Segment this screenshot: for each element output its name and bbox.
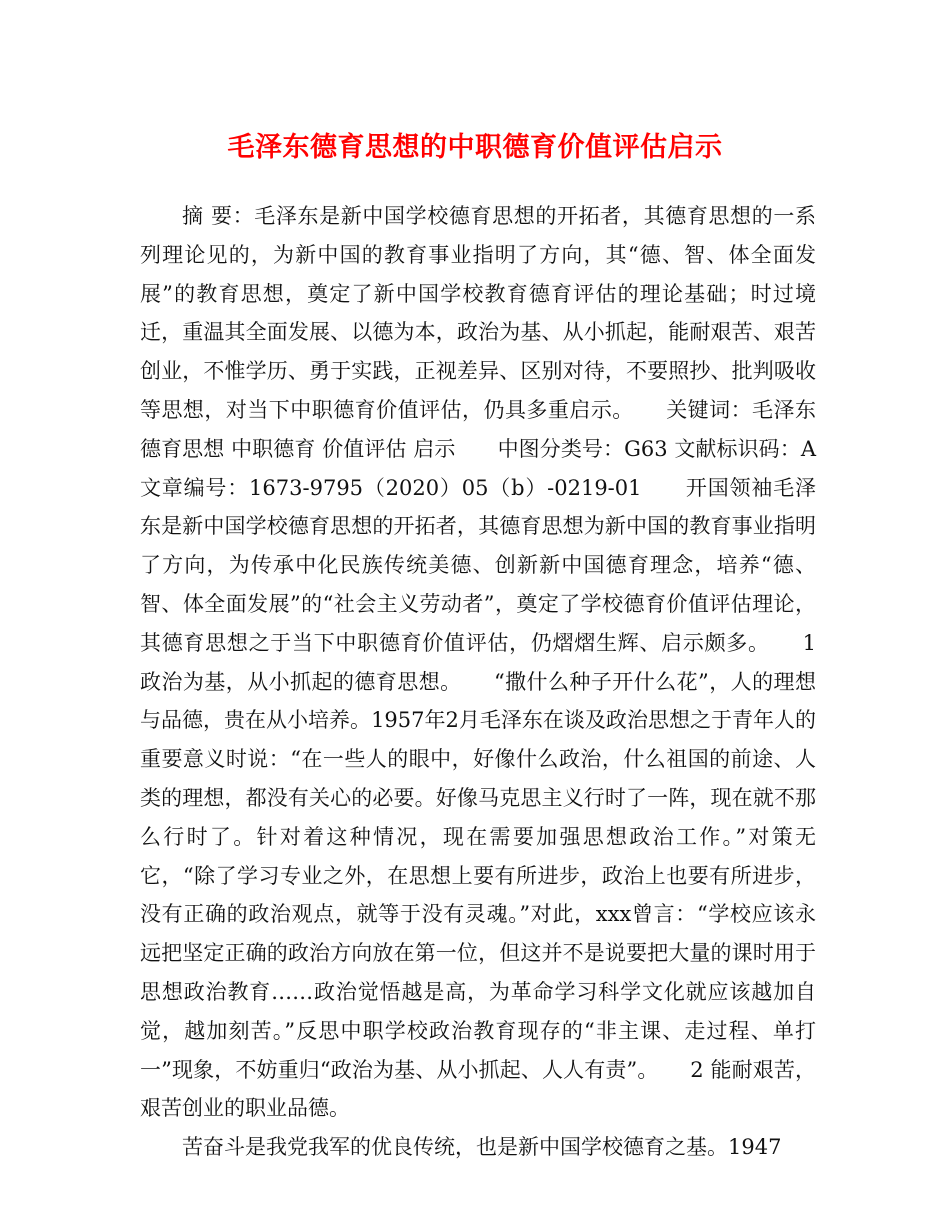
- body-paragraph-continuation: 苦奋斗是我党我军的优良传统，也是新中国学校德育之基。1947: [182, 1135, 782, 1160]
- document-body: [140, 197, 816, 1167]
- document-title: 毛泽东德育思想的中职德育价值评估启示: [227, 132, 723, 163]
- body-paragraph-abstract: 摘 要：毛泽东是新中国学校德育思想的开拓者，其德育思想的一系列理论见的，为新中国的教育事业指明了方向，其“德、智、体全面发展”的教育思想，奠定了新中国学校教育德育评估的理论基础；时过境迁，重温其全面发展、以德为本，政治为基、从小抓起，能耐艰苦、艰苦创业，不惟学历、勇于实践，正视差异、区别对待，不要照抄、批判吸收等思想，对当下中职德育价值评估，仍具多重启示。 关键词：毛泽东 德育思想 中职德育 价值评估 启示 中图分类号：G63 文献标识码：A 文章编号：1673-9795（2020）05（b）-0219-01 开国领袖毛泽东是新中国学校德育思想的开拓者，其德育思想为新中国的教育事业指明了方向，为传承中化民族传统美德、创新新中国德育理念，培养“德、智、体全面发展”的“社会主义劳动者”，奠定了学校德育价值评估理论，其德育思想之于当下中职德育价值评估，仍熠熠生辉、启示颇多。 1 政治为基，从小抓起的德育思想。 “撒什么种子开什么花”，人的理想与品德，贵在从小培养。1957年2月毛泽东在谈及政治思想之于青年人的重要意义时说：“在一些人的眼中，好像什么政治，什么祖国的前途、人类的理想，都没有关心的必要。好像马克思主义行时了一阵，现在就不那么行时了。针对着这种情况，现在需要加强思想政治工作。”对策无它，“除了学习专业之外，在思想上要有所进步，政治上也要有所进步，没有正确的政治观点，就等于没有灵魂。”对此，xxx曾言：“学校应该永远把坚定正确的政治方向放在第一位，但这并不是说要把大量的课时用于思想政治教育……政治觉悟越是高，为革命学习科学文化就应该越加自觉，越加刻苦。”反思中职学校政治教育现存的“非主课、走过程、单打一”现象，不妨重归“政治为基、从小抓起、人人有责”。 2 能耐艰苦，艰苦创业的职业品德。: [140, 204, 816, 1121]
